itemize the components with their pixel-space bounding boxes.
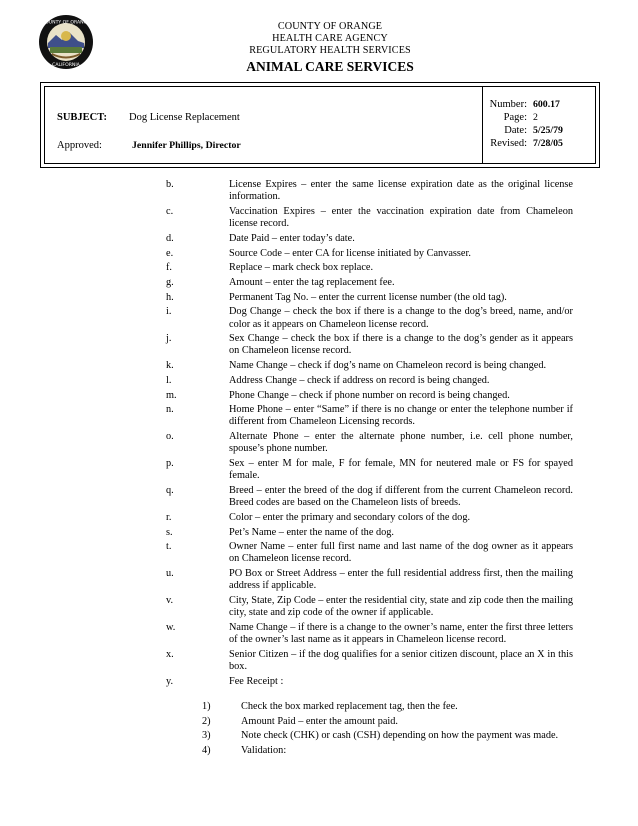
list-item-b <box>159 179 573 203</box>
list-item-text: Name Change – if there is a change to the owner’s name, enter the first three letters of the owner’s last name as it appears in Chameleon license record. <box>229 622 573 646</box>
list-item-label: m. <box>166 389 177 401</box>
policy-info-box <box>40 82 600 168</box>
list-item-label: l. <box>166 374 172 386</box>
step-item-1 <box>159 701 573 713</box>
list-item-q <box>159 485 573 509</box>
number-value: 600.17 <box>533 99 560 110</box>
approved-label: Approved: <box>57 140 102 151</box>
list-item-d <box>159 233 573 245</box>
header-agency: HEALTH CARE AGENCY <box>272 33 388 44</box>
step-item-4 <box>159 745 573 757</box>
list-item-text: Amount – enter the tag replacement fee. <box>229 276 395 288</box>
list-item-text: PO Box or Street Address – enter the full residential address first, then the mailing address if applicable. <box>229 568 573 592</box>
date-label: Date: <box>504 125 527 136</box>
list-item-text: Name Change – check if dog’s name on Chameleon record is being changed. <box>229 360 547 372</box>
list-item-label: y. <box>166 675 174 687</box>
list-item-text: Dog Change – check the box if there is a change to the dog’s breed, name, and/or color as it appears on Chameleon license record. <box>229 306 573 330</box>
list-item-label: t. <box>166 541 172 553</box>
list-item-text: License Expires – enter the same license expiration date as the original license information. <box>229 179 573 203</box>
list-item-h <box>159 292 573 304</box>
list-item-label: d. <box>166 232 174 244</box>
list-item-label: c. <box>166 205 174 217</box>
list-item-label: b. <box>166 179 174 190</box>
list-item-text: Sex Change – check the box if there is a change to the dog’s gender as it appears on Chameleon license record. <box>229 333 573 357</box>
revised-value: 7/28/05 <box>533 138 563 149</box>
list-item-label: o. <box>166 431 174 443</box>
list-item-text: Color – enter the primary and secondary colors of the dog. <box>229 511 471 523</box>
step-item-text: Check the box marked replacement tag, then the fee. <box>241 701 458 712</box>
list-item-w <box>159 622 573 646</box>
list-item-text: City, State, Zip Code – enter the residential city, state and zip code then the mailing city, state and zip code of the owner if applicable. <box>229 595 573 619</box>
list-item-label: f. <box>166 262 173 274</box>
step-item-text: Validation: <box>241 745 287 757</box>
date-value: 5/25/79 <box>533 125 563 136</box>
list-item-text: Vaccination Expires – enter the vaccination expiration date from Chameleon license record. <box>229 205 573 230</box>
document-header <box>180 21 480 75</box>
step-item-3 <box>159 730 573 742</box>
list-item-text: Breed – enter the breed of the dog if different from the current Chameleon record. Breed codes are based on the Chameleon lists of breeds. <box>229 484 573 509</box>
list-item-text: Alternate Phone – enter the alternate phone number, i.e. cell phone number, spouse’s phone number. <box>229 431 573 455</box>
list-item-label: j. <box>166 333 172 345</box>
list-item-g <box>159 277 573 289</box>
list-item-m <box>159 390 573 402</box>
list-item-label: h. <box>166 291 174 303</box>
header-title: ANIMAL CARE SERVICES <box>246 59 414 74</box>
page-value: 2 <box>533 112 538 123</box>
list-item-text: Home Phone – enter “Same” if there is no change or enter the telephone number if different from Chameleon Licensing records. <box>229 404 573 428</box>
list-item-p <box>159 458 573 482</box>
list-item-k <box>159 360 573 372</box>
list-item-text: Permanent Tag No. – enter the current license number (the old tag). <box>229 291 507 303</box>
list-item-label: n. <box>166 404 174 416</box>
list-item-label: g. <box>166 276 174 288</box>
step-item-text: Note check (CHK) or cash (CSH) depending on how the payment was made. <box>241 730 559 742</box>
step-item-label: 4) <box>202 745 211 757</box>
list-item-l <box>159 375 573 387</box>
header-services: REGULATORY HEALTH SERVICES <box>249 45 411 56</box>
subject-label: SUBJECT: <box>57 112 107 123</box>
list-item-f <box>159 262 573 274</box>
list-item-text: Pet’s Name – enter the name of the dog. <box>229 526 394 538</box>
list-item-label: s. <box>166 526 173 538</box>
list-item-text: Owner Name – enter full first name and last name of the dog owner as it appears on Chameleon license record. <box>229 541 573 565</box>
list-item-u <box>159 568 573 592</box>
number-label: Number: <box>489 99 527 110</box>
step-item-label: 3) <box>202 730 211 742</box>
list-item-r <box>159 512 573 524</box>
step-item-text: Amount Paid – enter the amount paid. <box>241 715 398 727</box>
list-item-label: v. <box>166 595 174 607</box>
list-item-label: r. <box>166 511 172 523</box>
list-item-text: Source Code – enter CA for license initiated by Canvasser. <box>229 247 471 259</box>
list-item-text: Phone Change – check if phone number on record is being changed. <box>229 389 510 401</box>
revised-label: Revised: <box>490 138 527 149</box>
list-item-i <box>159 306 573 330</box>
list-item-n <box>159 404 573 428</box>
instruction-list <box>159 179 573 691</box>
header-county: COUNTY OF ORANGE <box>277 21 383 32</box>
list-item-v <box>159 595 573 619</box>
subject-value: Dog License Replacement <box>129 112 240 123</box>
list-item-text: Date Paid – enter today’s date. <box>229 232 355 244</box>
step-item-label: 2) <box>202 715 211 727</box>
list-item-label: q. <box>166 484 174 496</box>
list-item-text: Fee Receipt : <box>229 675 284 687</box>
list-item-s <box>159 527 573 539</box>
list-item-label: i. <box>166 306 172 318</box>
list-item-text: Address Change – check if address on record is being changed. <box>229 374 490 386</box>
list-item-label: k. <box>166 360 174 372</box>
list-item-label: e. <box>166 247 174 259</box>
seal-bottom-text: CALIFORNIA <box>52 63 80 68</box>
step-item-label: 1) <box>202 701 211 712</box>
list-item-x <box>159 649 573 673</box>
list-item-label: p. <box>166 458 174 470</box>
list-item-t <box>159 541 573 565</box>
list-item-text: Sex – enter M for male, F for female, MN for neutered male or FS for spayed female. <box>229 458 573 482</box>
list-item-c <box>159 206 573 230</box>
approved-value: Jennifer Phillips, Director <box>132 140 241 151</box>
list-item-y <box>159 676 573 688</box>
county-seal-logo <box>38 14 94 70</box>
fee-receipt-steps <box>159 701 573 760</box>
policy-info-inner <box>44 86 596 164</box>
step-item-2 <box>159 716 573 728</box>
page-label: Page: <box>503 112 527 123</box>
info-divider <box>482 87 483 163</box>
list-item-e <box>159 248 573 260</box>
list-item-label: w. <box>166 622 176 633</box>
list-item-label: x. <box>166 648 174 660</box>
list-item-label: u. <box>166 568 174 580</box>
list-item-o <box>159 431 573 455</box>
seal-top-text: COUNTY OF ORANGE <box>41 20 91 26</box>
list-item-j <box>159 333 573 357</box>
list-item-text: Senior Citizen – if the dog qualifies for a senior citizen discount, place an X in this box. <box>229 648 573 673</box>
list-item-text: Replace – mark check box replace. <box>229 262 374 274</box>
